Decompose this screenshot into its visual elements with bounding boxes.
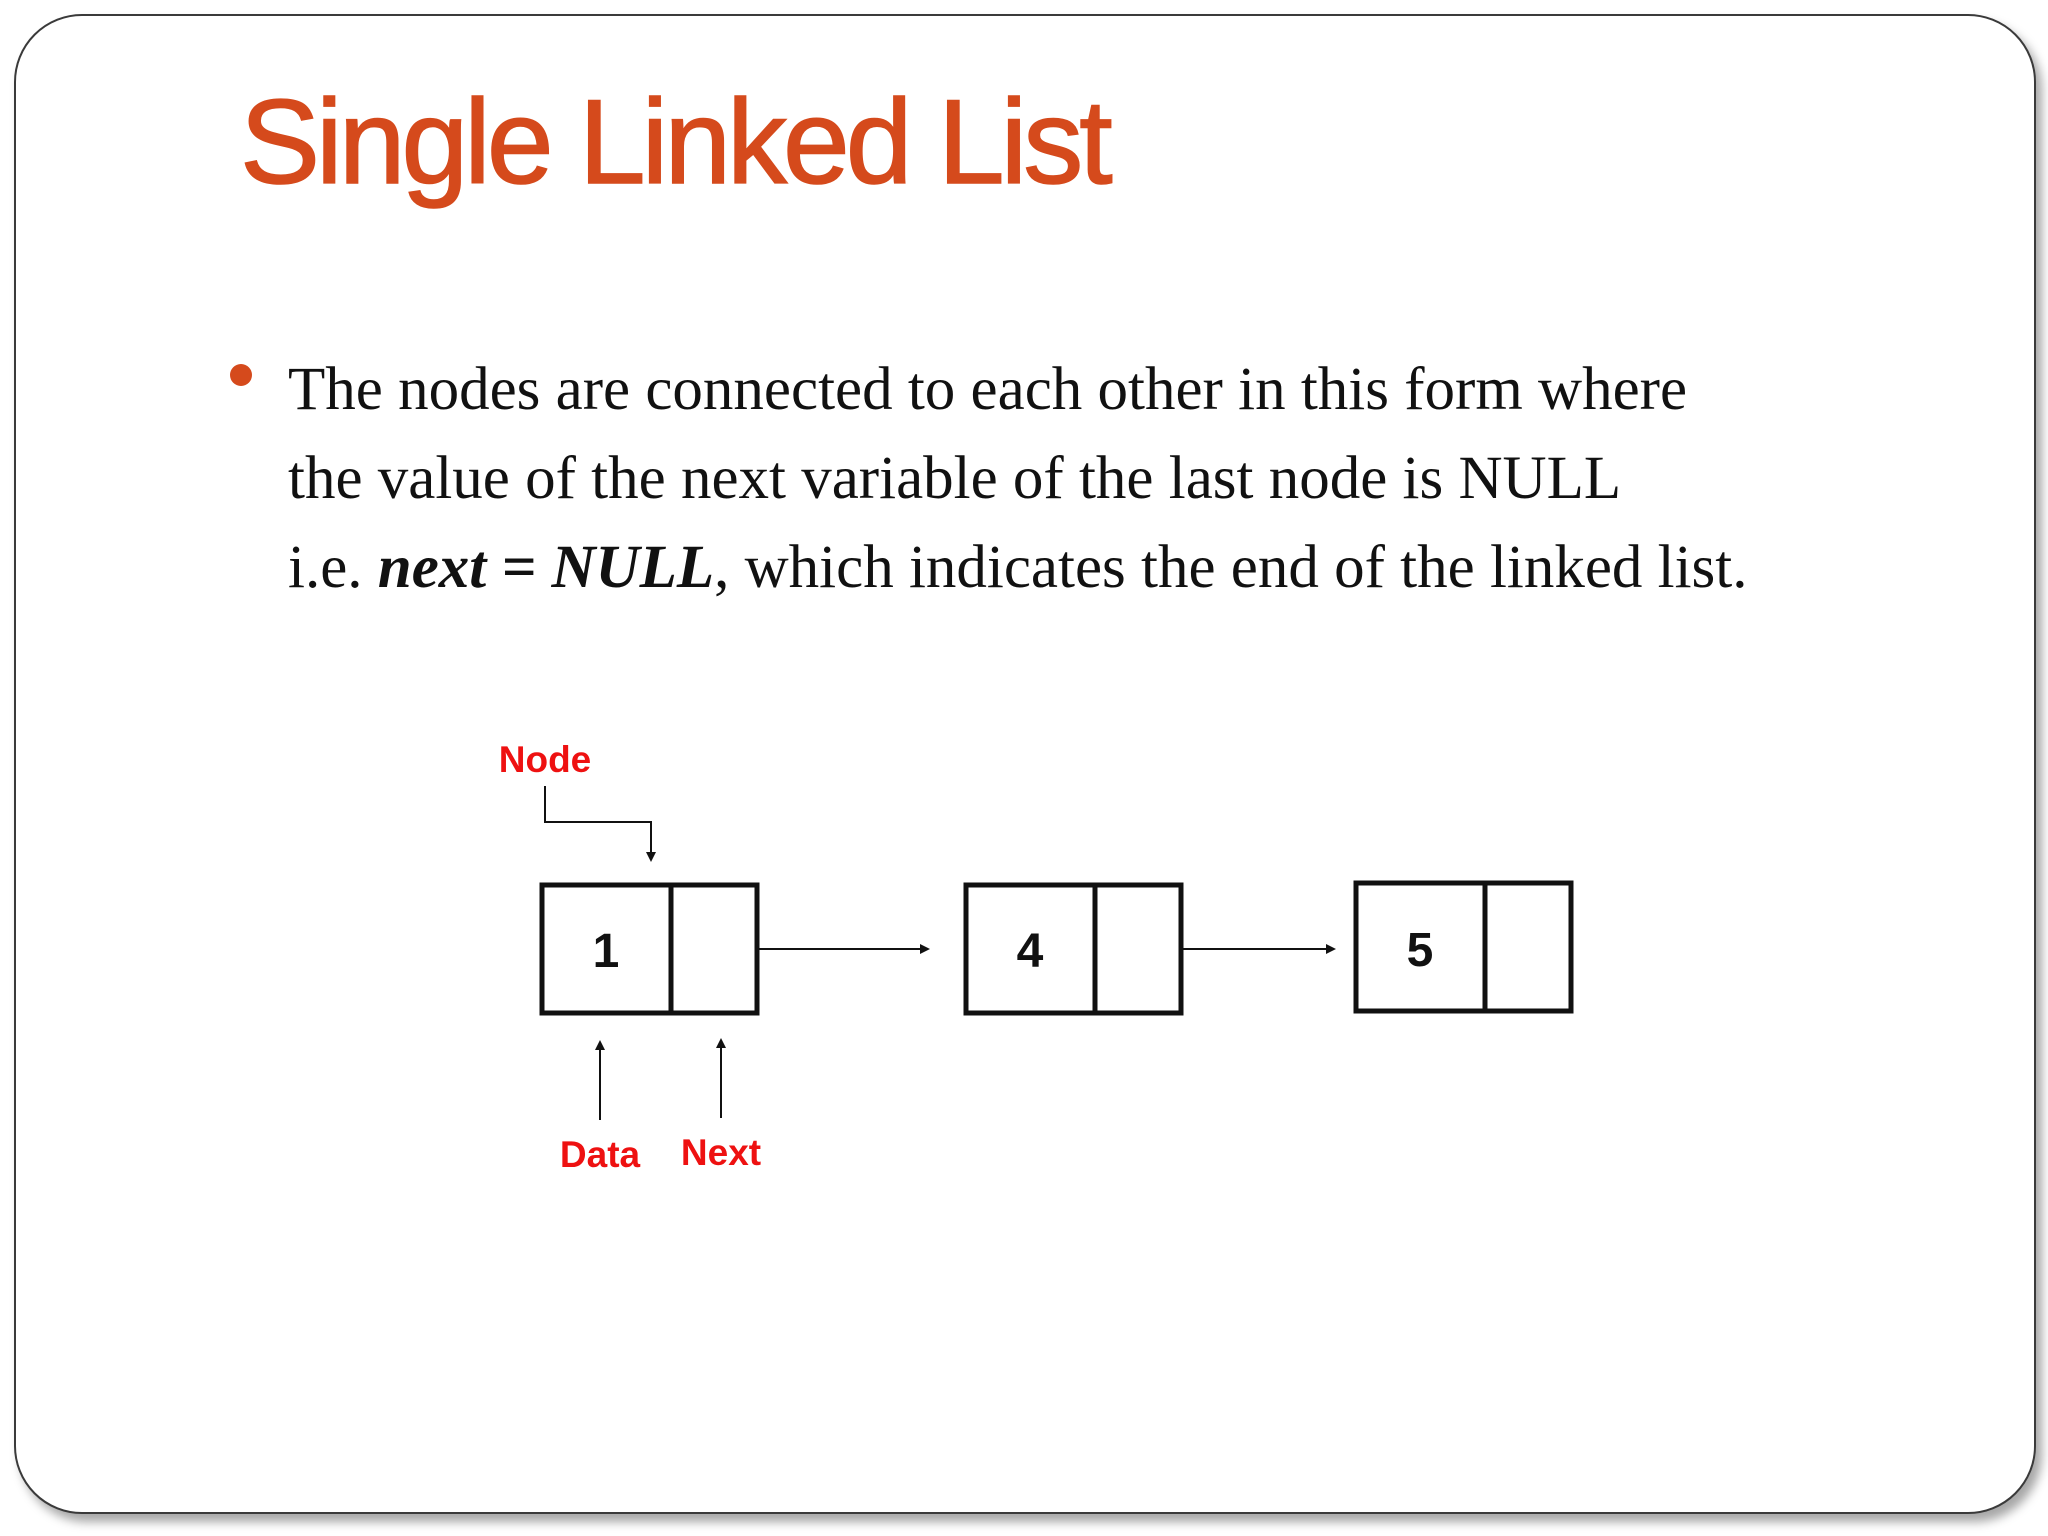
node-3-value: 5 bbox=[1406, 924, 1434, 977]
node-2-value: 4 bbox=[1016, 925, 1044, 978]
bullet-line-3-prefix: i.e. bbox=[288, 534, 378, 601]
bullet-line-2: the value of the next variable of the last node is NULL bbox=[288, 445, 1622, 512]
node-label: Node bbox=[498, 739, 592, 780]
next-label: Next bbox=[680, 1132, 762, 1173]
bullet-text bbox=[288, 345, 1988, 612]
node-1-value: 1 bbox=[592, 925, 620, 978]
bullet-line-1: The nodes are connected to each other in this form where bbox=[288, 356, 1688, 423]
bullet-line-3-emphasis: next = NULL bbox=[377, 534, 715, 601]
slide-frame bbox=[14, 14, 2036, 1514]
bullet-line-3 bbox=[288, 523, 1988, 612]
data-label: Data bbox=[559, 1134, 641, 1175]
bullet-point-icon bbox=[230, 364, 252, 386]
slide-title: Single Linked List bbox=[240, 75, 1109, 209]
bullet-line-3-suffix: , which indicates the end of the linked list. bbox=[714, 534, 1748, 601]
